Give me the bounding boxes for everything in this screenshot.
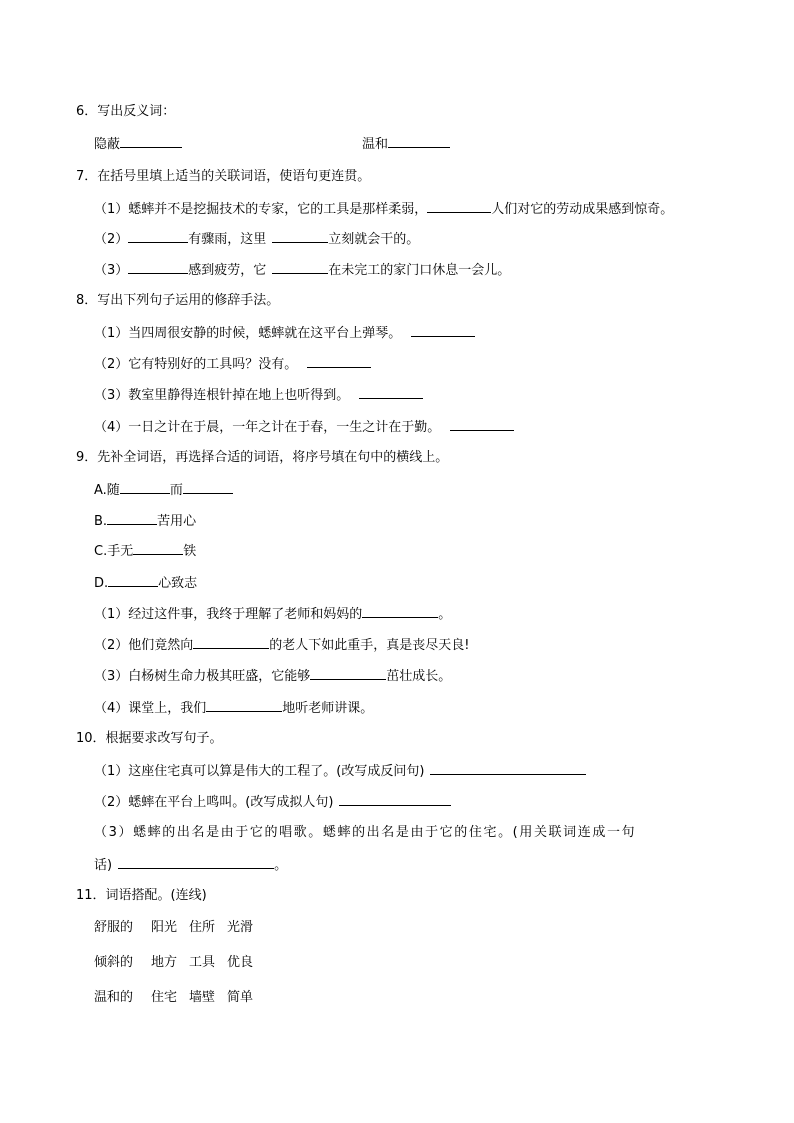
- q11-row-2: [94, 954, 265, 972]
- q9-option-d: [94, 574, 197, 593]
- q10-sentence-3: （3）蟋蟀的出名是由于它的唱歌。蟋蟀的出名是由于它的住宅。(用关联词连成一句: [94, 825, 637, 840]
- q7-s3-text-a: （3）: [94, 263, 129, 278]
- q8-sentence-4: [94, 418, 514, 437]
- q11-row1-word-2[interactable]: 阳光: [151, 920, 178, 935]
- q10-sentence-3-cont: [94, 856, 287, 875]
- q9-s2-text-a: （2）他们竟然向: [94, 638, 194, 653]
- q9-s3-text-a: （3）白杨树生命力极其旺盛，它能够: [94, 669, 311, 684]
- q8-s1-text: （1）当四周很安静的时候，蟋蟀就在这平台上弹琴。: [94, 326, 402, 341]
- q7-s2-text-b: 有骤雨，这里: [188, 232, 267, 247]
- q9-s4-blank[interactable]: [206, 699, 282, 712]
- q9-s3-text-b: 茁壮成长。: [386, 669, 452, 684]
- q8-s3-blank[interactable]: [359, 386, 423, 399]
- q9-s1-text-a: （1）经过这件事，我终于理解了老师和妈妈的: [94, 607, 363, 622]
- q8-s2-text: （2）它有特别好的工具吗？没有。: [94, 357, 298, 372]
- q9-s1-blank[interactable]: [362, 605, 438, 618]
- q9-sentence-1: [94, 605, 451, 624]
- q9-b-text-b: 苦用心: [157, 514, 197, 529]
- q9-s1-text-b: 。: [438, 607, 452, 622]
- q6-blank-a[interactable]: [120, 135, 182, 148]
- q9-option-b: [94, 512, 196, 531]
- q7-s1-text-b: 人们对它的劳动成果感到惊奇。: [491, 202, 674, 217]
- q9-s4-text-b: 地听老师讲课。: [282, 701, 374, 716]
- q10-sentence-1: [94, 762, 586, 781]
- q7-s3-text-c: 在未完工的家门口休息一会儿。: [328, 263, 511, 278]
- q11-title: 11．词语搭配。(连线): [76, 888, 207, 903]
- q6-item-a: [94, 135, 182, 154]
- q8-s4-text: （4）一日之计在于晨，一年之计在于春，一生之计在于勤。: [94, 420, 441, 435]
- q11-row1-word-1[interactable]: 舒服的: [94, 920, 134, 935]
- q9-c-blank[interactable]: [133, 542, 183, 555]
- q8-sentence-2: [94, 355, 371, 374]
- q10-s1-blank[interactable]: [430, 762, 586, 775]
- q9-s2-blank[interactable]: [193, 636, 269, 649]
- q7-sentence-1: [94, 200, 673, 219]
- q8-s1-blank[interactable]: [411, 324, 475, 337]
- q9-sentence-3: [94, 667, 451, 686]
- q11-row3-word-3[interactable]: 墙壁: [189, 990, 216, 1005]
- q10-s3-text-c: 。: [274, 858, 288, 873]
- q7-s3-blank-1[interactable]: [128, 261, 188, 274]
- q8-s3-text: （3）教室里静得连根针掉在地上也听得到。: [94, 388, 350, 403]
- q9-title: 9．先补全词语，再选择合适的词语，将序号填在句中的横线上。: [76, 450, 449, 465]
- q6-word-b: 温和: [362, 137, 389, 152]
- q6-blank-b[interactable]: [388, 135, 450, 148]
- q11-row3-word-2[interactable]: 住宅: [151, 990, 178, 1005]
- q10-s2-text: （2）蟋蟀在平台上鸣叫。(改写成拟人句): [94, 795, 334, 810]
- q7-s2-blank-1[interactable]: [128, 230, 188, 243]
- q10-s1-text: （1）这座住宅真可以算是伟大的工程了。(改写成反问句): [94, 764, 425, 779]
- q10-s3-blank[interactable]: [118, 856, 274, 869]
- q10-s3-text-b: 话): [94, 858, 113, 873]
- q9-d-blank[interactable]: [108, 574, 158, 587]
- q8-title: 8．写出下列句子运用的修辞手法。: [76, 293, 280, 308]
- q6-word-a: 隐蔽: [94, 137, 121, 152]
- q9-option-a: [94, 481, 233, 500]
- q9-d-text-a: D.: [94, 576, 109, 591]
- q9-s3-blank[interactable]: [310, 667, 386, 680]
- q10-sentence-2: [94, 793, 451, 812]
- q9-s4-text-a: （4）课堂上，我们: [94, 701, 207, 716]
- q9-a-blank-2[interactable]: [183, 481, 233, 494]
- q8-s2-blank[interactable]: [307, 355, 371, 368]
- q10-title: 10．根据要求改写句子。: [76, 731, 223, 746]
- q9-s2-text-b: 的老人下如此重手，真是丧尽天良!: [269, 638, 470, 653]
- q9-b-text-a: B.: [94, 514, 108, 529]
- q8-sentence-1: [94, 324, 475, 343]
- q9-a-text-b: 而: [169, 483, 183, 498]
- q7-s2-blank-2[interactable]: [272, 230, 328, 243]
- q7-s2-text-a: （2）: [94, 232, 129, 247]
- q11-row3-word-4[interactable]: 简单: [227, 990, 254, 1005]
- q7-sentence-2: [94, 230, 419, 249]
- q9-sentence-4: [94, 699, 373, 718]
- q11-row2-word-1[interactable]: 倾斜的: [94, 955, 134, 970]
- q11-row3-word-1[interactable]: 温和的: [94, 990, 134, 1005]
- q11-row2-word-4[interactable]: 优良: [227, 955, 254, 970]
- q10-s2-blank[interactable]: [339, 793, 451, 806]
- q11-row1-word-3[interactable]: 住所: [189, 920, 216, 935]
- q7-s3-blank-2[interactable]: [272, 261, 328, 274]
- q7-s2-text-c: 立刻就会干的。: [328, 232, 420, 247]
- q11-row2-word-3[interactable]: 工具: [189, 955, 216, 970]
- q9-b-blank[interactable]: [107, 512, 157, 525]
- q7-s1-text-a: （1）蟋蟀并不是挖掘技术的专家，它的工具是那样柔弱，: [94, 202, 428, 217]
- q11-row-1: [94, 919, 265, 937]
- q8-s4-blank[interactable]: [450, 418, 514, 431]
- q9-a-text-a: A.随: [94, 483, 120, 498]
- q11-row2-word-2[interactable]: 地方: [151, 955, 178, 970]
- q9-option-c: [94, 542, 196, 561]
- q7-sentence-3: [94, 261, 510, 280]
- q7-title: 7．在括号里填上适当的关联词语，使语句更连贯。: [76, 169, 371, 184]
- q7-s1-blank[interactable]: [427, 200, 491, 213]
- q8-sentence-3: [94, 386, 423, 405]
- q6-title: 6．写出反义词：: [76, 104, 176, 119]
- q9-sentence-2: [94, 636, 470, 655]
- q6-item-b: [362, 135, 450, 154]
- q9-a-blank-1[interactable]: [120, 481, 170, 494]
- q9-c-text-a: C.手无: [94, 544, 134, 559]
- q11-row-3: [94, 989, 265, 1007]
- q11-row1-word-4[interactable]: 光滑: [227, 920, 254, 935]
- q9-c-text-b: 铁: [183, 544, 197, 559]
- q9-d-text-b: 心致志: [158, 576, 198, 591]
- q7-s3-text-b: 感到疲劳，它: [188, 263, 267, 278]
